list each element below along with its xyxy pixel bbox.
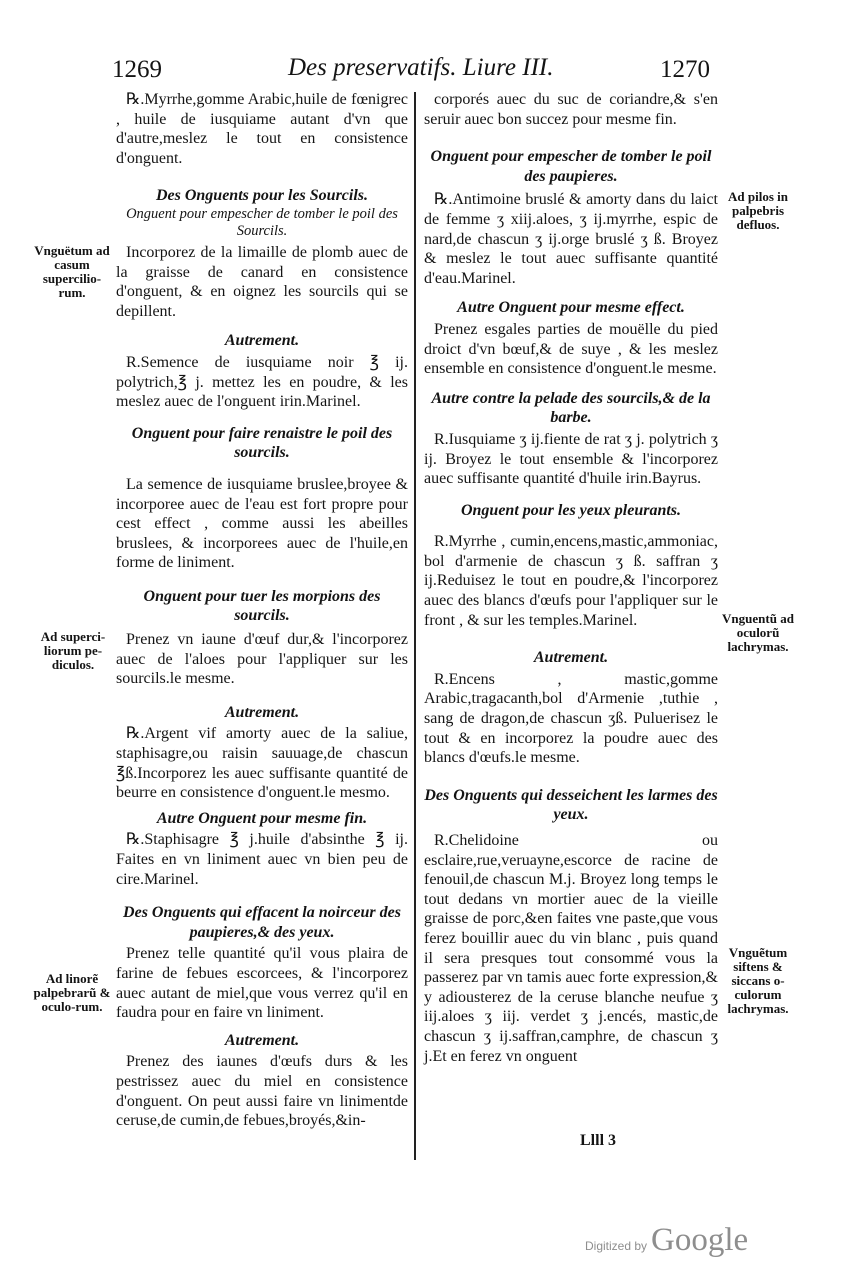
section-heading: Autre Onguent pour mesme effect. [457,299,685,317]
section-heading: Des Onguents qui effacent la noirceur des paupieres,& des yeux. [123,904,401,941]
paragraph: Prenez telle quantité qu'il vous plaira de farine de febues escorcees, & l'incorporez auec autant de miel,que vous verrez qu'il en faudra pour en faire vn liniment. [116,945,408,1022]
section-heading: Autrement. [224,703,300,721]
left-column [116,90,408,1131]
watermark-small: Digitized by [585,1239,648,1253]
margin-note-right: Ad pilos in palpebris defluos. [728,189,788,232]
google-watermark [585,1222,748,1259]
section-heading: Autrement. [224,1031,300,1049]
section-subheading: Onguent pour empescher de tomber le poil des Sourcils. [126,205,398,239]
paragraph: ℞.Myrrhe,gomme Arabic,huile de fœnigrec , huile de iusquiame autant d'vn que d'autre,meslez le tout en consistence d'onguent. [116,91,408,167]
margin-note-right: Vnguentũ ad oculorũ lachrymas. [722,611,794,654]
section-heading: Onguent pour les yeux pleurants. [460,501,682,519]
paragraph: La semence de iusquiame bruslee,broyee & incorporee auec de l'eau est fort propre pour cest effect , comme aussi les abeilles bruslees, & incorporees auec de l'huile,en forme de liniment. [116,475,408,572]
paragraph: R.Semence de iusquiame noir ℥ ij. polytrich,℥ j. mettez les en poudre, & les meslez auec de l'onguent irin.Marinel. [116,353,408,411]
page-number-left: 1269 [112,56,162,83]
signature-mark: Llll 3 [580,1132,617,1149]
paragraph: ℞.Argent vif amorty auec de la saliue, staphisagre,ou raisin sauuage,de chascun ℥ß.Incorporez les auec suffisante quantité de beurre en consistence d'onguent.le mesmo. [116,725,408,802]
paragraph: Incorporez de la limaille de plomb auec de la graisse de canard en consistence d'onguent, & en oignez les sourcils qui se depillent. [116,243,408,320]
paragraph: ℞.Staphisagre ℥ j.huile d'absinthe ℥ ij. Faites en vn liniment auec vn bien peu de cire.Marinel. [116,831,408,888]
section-heading: Autre Onguent pour mesme fin. [156,809,368,827]
section-heading: Autrement. [224,332,300,350]
margin-note-left: Ad linorẽ palpebrarũ & oculo-rum. [33,971,111,1014]
section-heading: Autre contre la pelade des sourcils,& de la barbe. [431,389,711,427]
column-divider [414,92,416,1160]
paragraph: Prenez vn iaune d'œuf dur,& l'incorporez auec de l'aloes pour l'appliquer sur les sourcils.le mesme. [116,631,408,688]
section-heading: Des Onguents pour les Sourcils. [155,187,369,205]
section-heading: Onguent pour tuer les morpions des sourcils. [143,587,381,625]
margin-note-left: Ad superci-liorum pe-diculos. [40,629,106,672]
section-heading: Onguent pour faire renaistre le poil des sourcils. [131,424,393,462]
section-heading: Autrement. [533,649,609,667]
section-heading: Des Onguents qui desseichent les larmes des yeux. [424,786,718,824]
paragraph: Prenez des iaunes d'œufs durs & les pestrissez auec du miel en consistence d'onguent. On peut aussi faire vn linimentde ceruse,de cumin,de febues,broyés,&in- [116,1053,408,1130]
paragraph: ℞.Antimoine bruslé & amorty dans du laict de femme ʒ xiij.aloes, ʒ ij.myrrhe, espic de nard,de chascun ʒ ij.orge bruslé ʒ ß. Broyez & meslez le tout auec suffisante quantité d'eau.Marinel. [424,191,718,287]
watermark-logo: Google [651,1222,749,1258]
paragraph: Prenez esgales parties de mouëlle du pied droict d'vn bœuf,& de suye , & les meslez ensemble en consistence d'onguent.le mesme. [424,320,718,378]
paragraph: R.Chelidoine ou esclaire,rue,veruayne,escorce de racine de fenouil,de chascun M.j. Broyez long temps le tout dedans vn mortier auec de la vieille graisse de porc,&en faites vne paste,que vous ferez bouillir auec du vin blanc , puis quand il sera presques tout consommé vous la passerez par vn tamis auec forte expression,& y adiousterez de la ceruse blanche neufue ʒ iij.aloes ʒ iij. verdet ʒ j.encés, mastic,de chascun ʒ ij.saffran,camphre, de chascun ʒ j.Et en ferez vn onguent [424,832,718,1065]
paragraph: R.Iusquiame ʒ ij.fiente de rat ʒ j. polytrich ʒ ij. Broyez le tout ensemble & l'incorporez auec suffisante quantité d'huile irin.Bayrus. [424,430,718,488]
margin-note-left: Vnguëtum ad casum supercilio-rum. [34,243,110,300]
paragraph: corporés auec du suc de coriandre,& s'en seruir auec bon succez pour mesme fin. [424,91,718,128]
paragraph: R.Myrrhe , cumin,encens,mastic,ammoniac, bol d'armenie de chascun ʒ ß. saffran ʒ ij.Reduisez le tout en poudre,& l'incorporez auec des blancs d'œufs pour l'appliquer sur le front , & sur les temples.Marinel. [424,533,718,629]
section-heading: Onguent pour empescher de tomber le poil des paupieres. [430,148,712,185]
paragraph: R.Encens , mastic,gomme Arabic,tragacanth,bol d'Armenie ,tuthie , sang de dragon,de chascun ʒß. Puluerisez le tout & en incorporez la poudre auec des blancs d'œufs.le mesme. [424,670,718,767]
margin-note-right: Vnguẽtum siftens & siccans o-culorum lachrymas. [727,945,789,1016]
running-title: Des preservatifs. Liure III. [288,54,554,81]
page-number-right: 1270 [660,56,710,83]
right-column [424,90,718,1066]
